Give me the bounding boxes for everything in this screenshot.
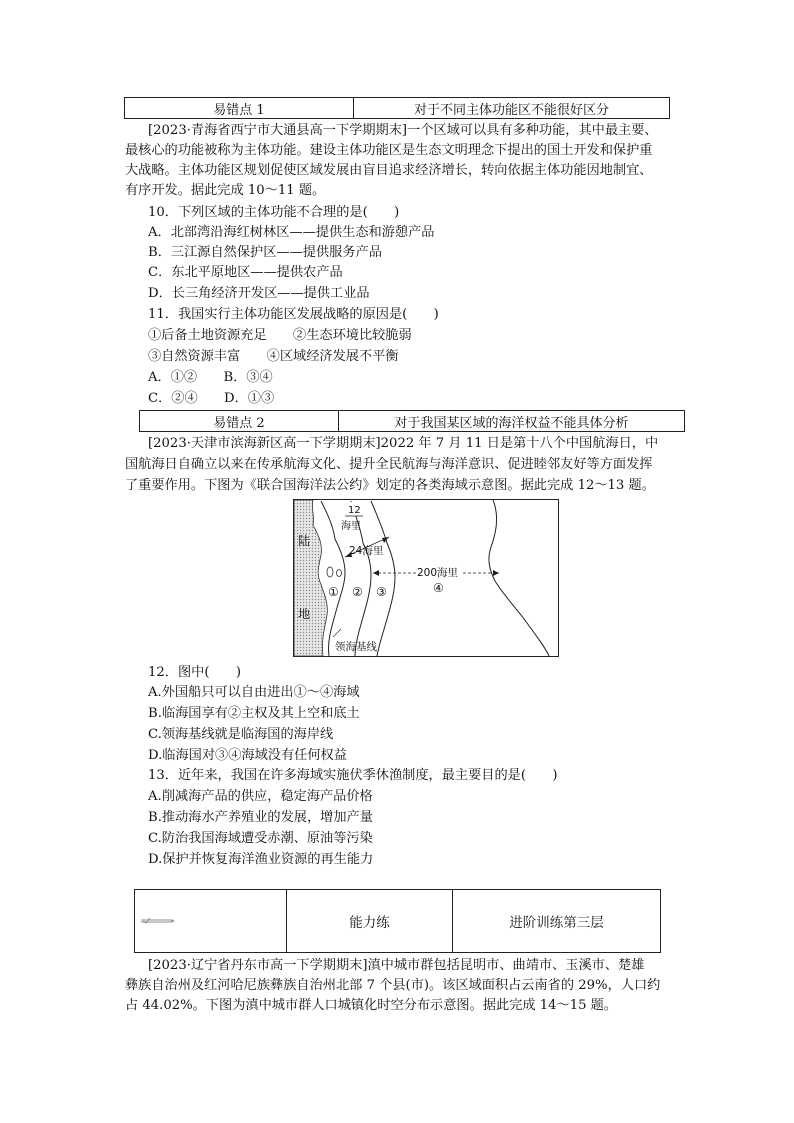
q13-option-d: D.保护并恢复海洋渔业资源的再生能力 [148,852,374,867]
label-200: 200海里 [417,567,459,579]
section3-col3: 进阶训练第三层 [509,915,604,931]
section3-intro-line1: [2023·辽宁省丹东市高一下学期期末]滇中城市群包括昆明市、曲靖市、玉溪市、楚雄 [148,958,645,973]
section1-intro-line2: 最核心的功能被称为主体功能。建设主体功能区是生态文明理念下提出的国土开发和保护重 [125,143,653,158]
q11-option-ab: A．①② B．③④ [148,370,273,385]
section2-intro-line1: [2023·天津市滨海新区高一下学期期末]2022 年 7 月 11 日是第十八个中国航海日，中 [148,436,659,451]
label-24: 24海里 [349,545,384,557]
q12-option-c: C.领海基线就是临海国的海岸线 [148,727,334,742]
section2-title: 对于我国某区域的海洋权益不能具体分析 [339,411,685,432]
section1-intro-line4: 有序开发。据此完成 10～11 题。 [125,183,326,198]
q12-stem: 12．图中( ) [148,665,242,680]
section2-intro-line2: 国航海日自确立以来在传承航海文化、提升全民航海与海洋意识、促进睦邻友好等方面发挥 [125,457,653,472]
land-label-top: 陆 [298,534,311,548]
land-label-bottom: 地 [298,607,311,621]
q11-stem: 11．我国实行主体功能区发展战略的原因是( ) [148,307,439,322]
maritime-zones-map [293,499,559,657]
q10-option-d: D．长三角经济开发区——提供工业品 [148,286,370,301]
island-1 [327,567,333,577]
q11-item-1: ①后备土地资源充足 ②生态环境比较脆弱 [148,328,412,343]
section1-title: 对于不同主体功能区不能很好区分 [354,98,670,119]
section2-label: 易错点 2 [140,411,339,432]
zone-3-label: ③ [376,585,387,599]
label-12-unit: 海里 [341,521,361,532]
q12-option-a: A.外国船只可以自由进出①～④海域 [148,685,360,700]
zone-2-label: ② [352,585,363,599]
pencil-icon [141,917,175,925]
q12-option-d: D.临海国对③④海域没有任何权益 [148,748,347,763]
q12-option-b: B.临海国享有②主权及其上空和底土 [148,706,360,721]
section3-intro-line3: 占 44.02%。下图为滇中城市群人口城镇化时空分布示意图。据此完成 14～15 题。 [125,998,618,1013]
baseline-label: 领海基线 [335,641,377,653]
zone-1-label: ① [328,585,339,599]
section2-header [139,410,685,432]
section3-logo-cell [135,890,287,952]
q11-option-cd: C．②④ D．①③ [148,391,275,406]
section1-intro-line1: [2023·青海省西宁市大通县高一下学期期末]一个区域可以具有多种功能，其中最主要、 [148,123,658,138]
zone-4-label: ④ [433,581,444,595]
q13-option-c: C.防治我国海域遭受赤潮、原油等污染 [148,831,373,846]
section1-label: 易错点 1 [125,98,354,119]
island-2 [337,570,342,577]
q10-option-b: B．三江源自然保护区——提供服务产品 [148,245,382,260]
section1-header [124,97,670,119]
label-12: 12 [348,505,361,516]
q10-option-c: C．东北平原地区——提供农产品 [148,265,343,280]
q11-item-2: ③自然资源丰富 ④区域经济发展不平衡 [148,349,399,364]
q13-stem: 13．近年来，我国在许多海域实施伏季休渔制度，最主要目的是( ) [148,768,558,783]
section3-intro-line2: 彝族自治州及红河哈尼族彝族自治州北部 7 个县(市)。该区域面积占云南省的 29%，人口约 [125,978,661,993]
section3-col2: 能力练 [287,890,453,952]
q10-stem: 10．下列区域的主体功能不合理的是( ) [148,205,400,220]
q13-option-a: A.削减海产品的供应，稳定海产品价格 [148,789,373,804]
section3-header [134,889,661,953]
q10-option-a: A．北部湾沿海红树林区——提供生态和游憩产品 [148,225,435,240]
section2-intro-line3: 了重要作用。下图为《联合国海洋法公约》划定的各类海域示意图。据此完成 12～13 题。 [125,478,655,493]
q13-option-b: B.推动海水产养殖业的发展，增加产量 [148,810,373,825]
section1-intro-line3: 大战略。主体功能区规划促使区域发展由盲目追求经济增长，转向依据主体功能因地制宜、 [125,163,653,178]
